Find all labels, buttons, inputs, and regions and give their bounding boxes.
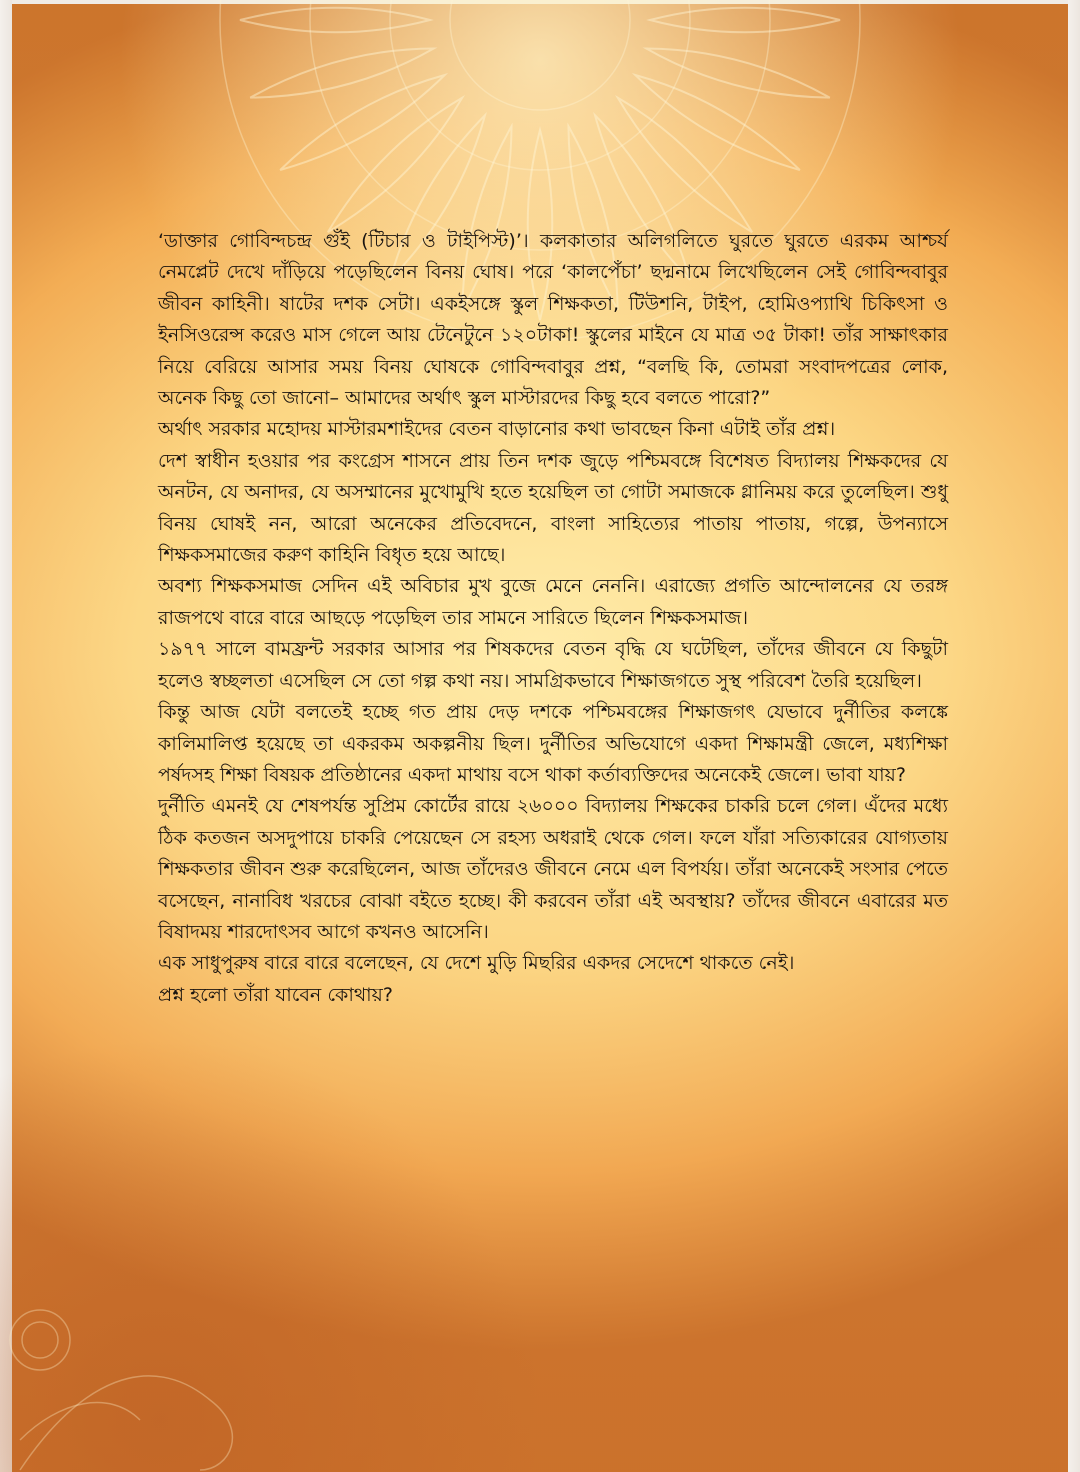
article-paragraph: অবশ্য শিক্ষকসমাজ সেদিন এই অবিচার মুখ বুজে মেনে নেননি। এরাজ্যে প্রগতি আন্দোলনের যে তরঙ্গ রাজপথে বারে বারে আছড়ে পড়েছিল তার সামনে সারিতে ছিলেন শিক্ষকসমাজ। — [158, 575, 948, 629]
article-paragraph: ‘ডাক্তার গোবিন্দচন্দ্র গুঁই (টিচার ও টাইপিস্ট)’। কলকাতার অলিগলিতে ঘুরতে ঘুরতে এরকম আশ্চর্য নেমপ্লেট দেখে দাঁড়িয়ে পড়েছিলেন বিনয় ঘোষ। পরে ‘কালপেঁচা’ ছদ্মনামে লিখেছিলেন সেই গোবিন্দবাবুর জীবন কাহিনী। ষাটের দশক সেটা। একইসঙ্গে স্কুল শিক্ষকতা, টিউশনি, টাইপ, হোমিওপ্যাথি চিকিৎসা ও ইনসিওরেন্স করেও মাস গেলে আয় টেনেটুনে ১২০টাকা! স্কুলের মাইনে যে মাত্র ৩৫ টাকা! তাঁর সাক্ষাৎকার নিয়ে বেরিয়ে আসার সময় বিনয় ঘোষকে গোবিন্দবাবুর প্রশ্ন, “বলছি কি, তোমরা সংবাদপত্রের লোক, অনেক কিছু তো জানো– আমাদের অর্থাৎ স্কুল মাস্টারদের কিছু হবে বলতে পারো?” — [158, 230, 948, 410]
article-body — [158, 226, 948, 1011]
article-paragraph: কিন্তু আজ যেটা বলতেই হচ্ছে গত প্রায় দেড় দশকে পশ্চিমবঙ্গের শিক্ষাজগৎ যেভাবে দুর্নীতির কলঙ্কে কালিমালিপ্ত হয়েছে তা একরকম অকল্পনীয় ছিল। দুর্নীতির অভিযোগে একদা শিক্ষামন্ত্রী জেলে, মধ্যশিক্ষা পর্ষদসহ শিক্ষা বিষয়ক প্রতিষ্ঠানের একদা মাথায় বসে থাকা কর্তাব্যক্তিদের অনেকেই জেলে। ভাবা যায়? — [158, 701, 948, 786]
article-paragraph: দেশ স্বাধীন হওয়ার পর কংগ্রেস শাসনে প্রায় তিন দশক জুড়ে পশ্চিমবঙ্গে বিশেষত বিদ্যালয় শিক্ষকদের যে অনটন, যে অনাদর, যে অসম্মানের মুখোমুখি হতে হয়েছিল তা গোটা সমাজকে গ্লানিময় করে তুলেছিল। শুধু বিনয় ঘোষই নন, আরো অনেকের প্রতিবেদনে, বাংলা সাহিত্যের পাতায় পাতায়, গল্পে, উপন্যাসে শিক্ষকসমাজের করুণ কাহিনি বিধৃত হয়ে আছে। — [158, 449, 948, 567]
article-paragraph: প্রশ্ন হলো তাঁরা যাবেন কোথায়? — [158, 983, 393, 1006]
article-paragraph: অর্থাৎ সরকার মহোদয় মাস্টারমশাইদের বেতন বাড়ানোর কথা ভাবছেন কিনা এটাই তাঁর প্রশ্ন। — [158, 418, 836, 441]
article-paragraph: ১৯৭৭ সালে বামফ্রন্ট সরকার আসার পর শিষকদের বেতন বৃদ্ধি যে ঘটেছিল, তাঁদের জীবনে যে কিছুটা হলেও স্বচ্ছলতা এসেছিল সে তো গল্প কথা নয়। সামগ্রিকভাবে শিক্ষাজগতে সুস্থ পরিবেশ তৈরি হয়েছিল। — [158, 638, 948, 692]
article-paragraph: এক সাধুপুরুষ বারে বারে বলেছেন, যে দেশে মুড়ি মিছরির একদর সেদেশে থাকতে নেই। — [158, 952, 795, 975]
article-paragraph: দুর্নীতি এমনই যে শেষপর্যন্ত সুপ্রিম কোর্টের রায়ে ২৬০০০ বিদ্যালয় শিক্ষকের চাকরি চলে গেল। এঁদের মধ্যে ঠিক কতজন অসদুপায়ে চাকরি পেয়েছেন সে রহস্য অধরাই থেকে গেল। ফলে যাঁরা সত্যিকারের যোগ্যতায় শিক্ষকতার জীবন শুরু করেছিলেন, আজ তাঁদেরও জীবনে নেমে এল বিপর্যয়। তাঁরা অনেকেই সংসার পেতে বসেছেন, নানাবিধ খরচের বোঝা বইতে হচ্ছে। কী করবেন তাঁরা এই অবস্থায়? তাঁদের জীবনে এবারের মত বিষাদময় শারদোৎসব আগে কখনও আসেনি। — [158, 795, 948, 943]
